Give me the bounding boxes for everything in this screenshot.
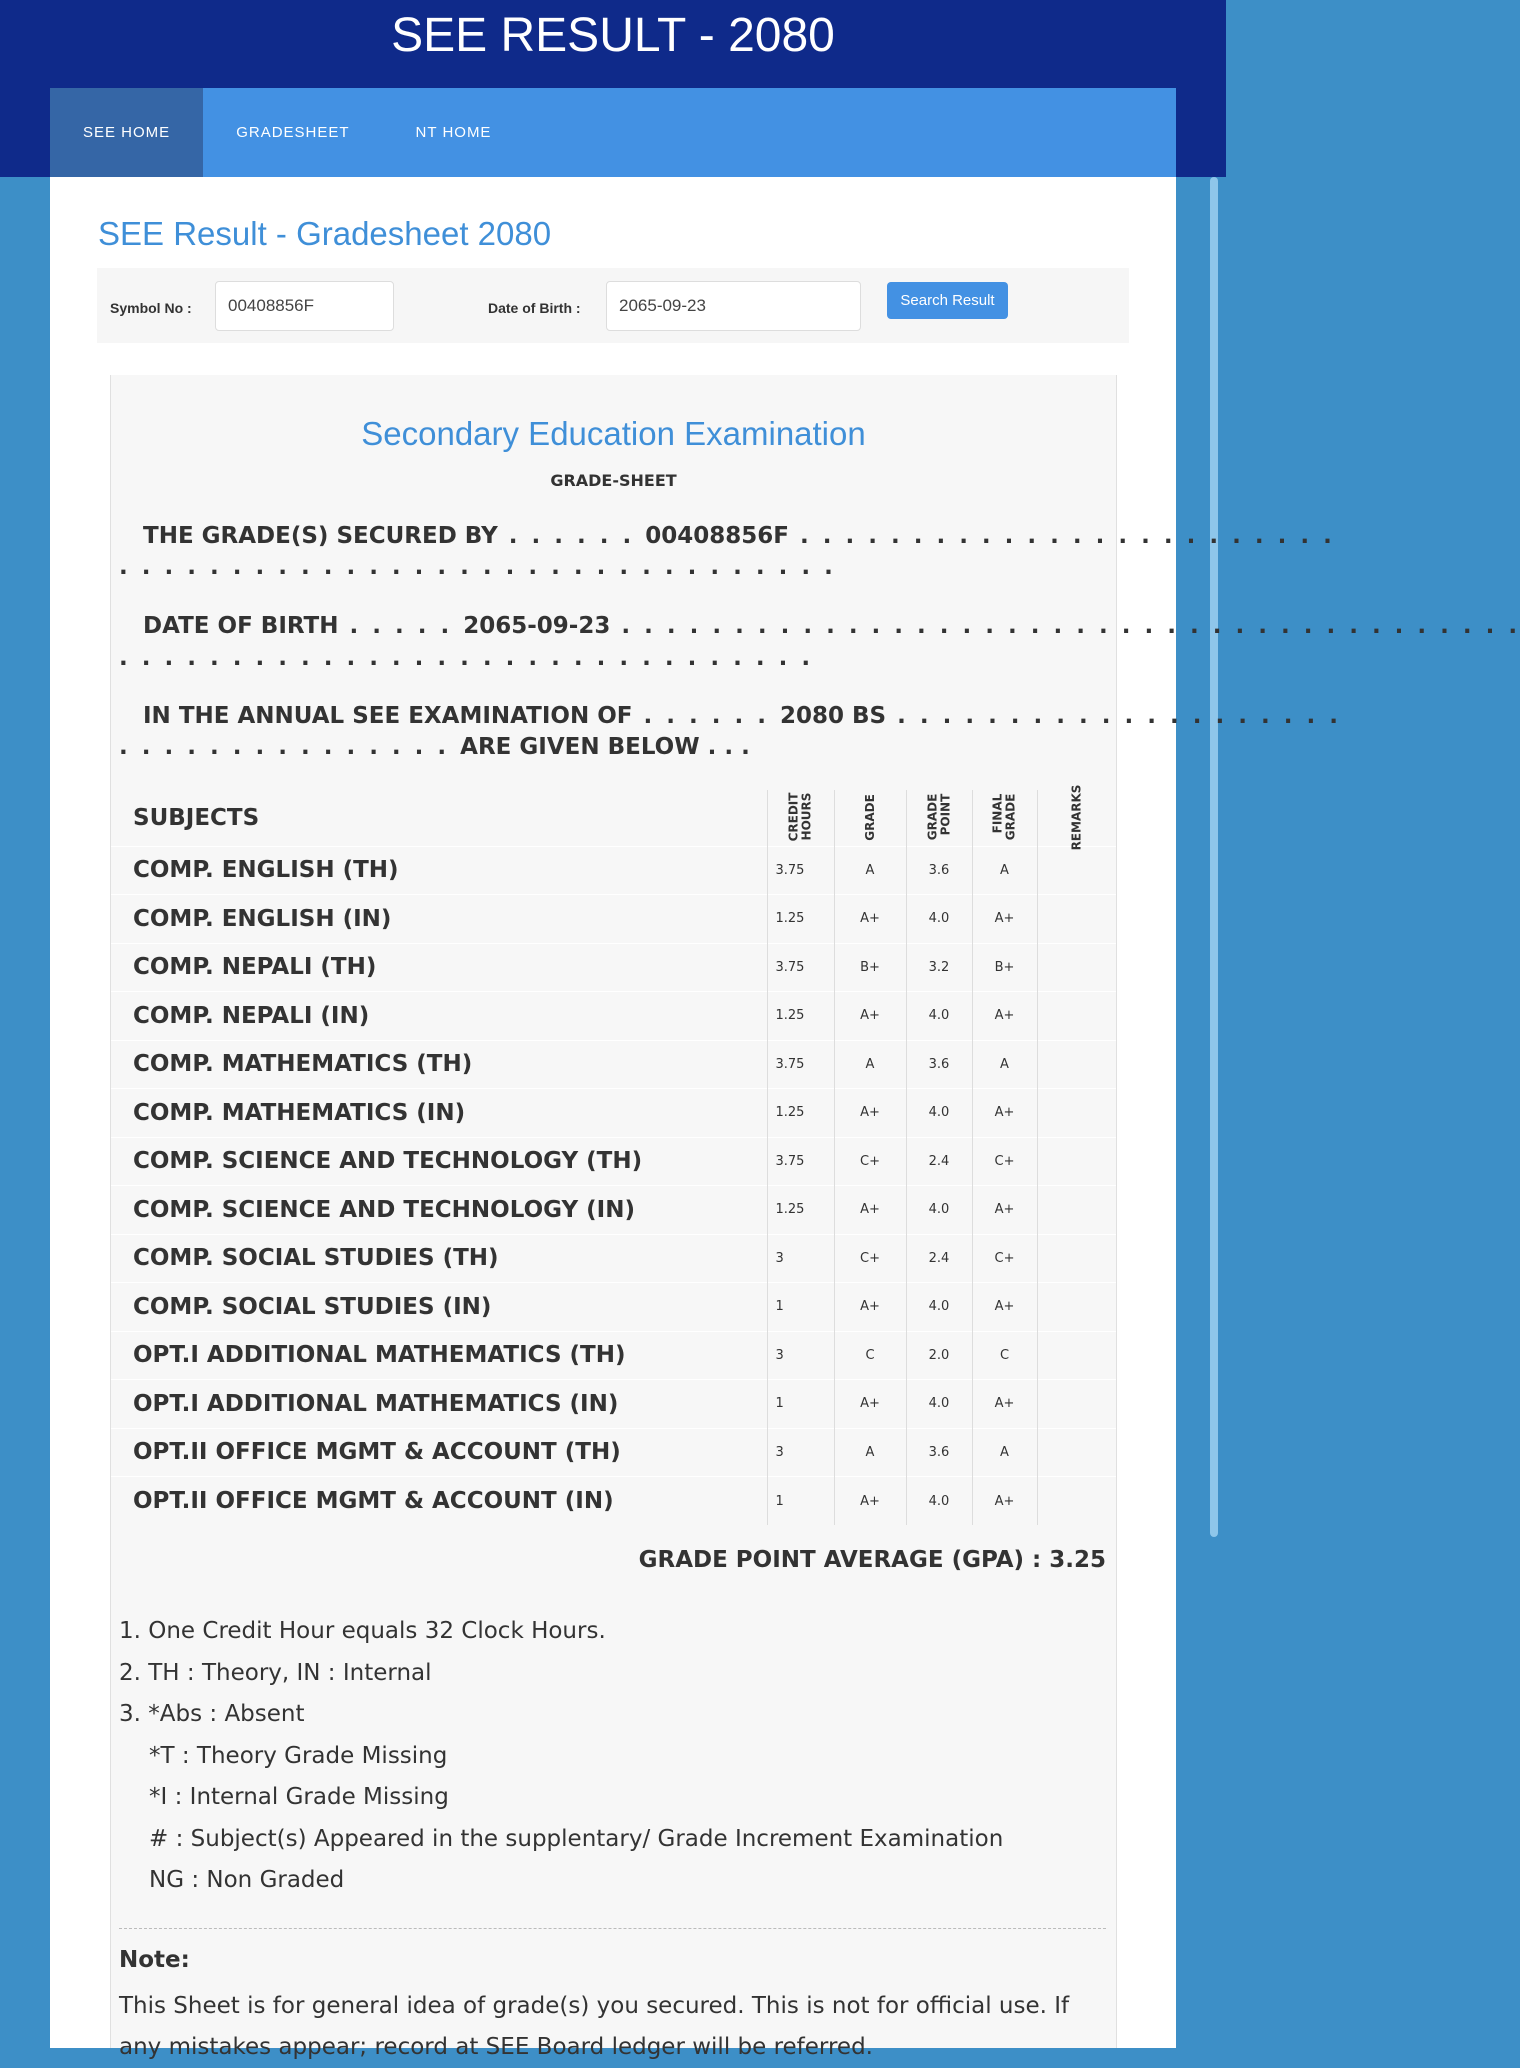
cell-grade-point: 4.0 bbox=[906, 1186, 972, 1235]
table-row bbox=[111, 1234, 1116, 1283]
notes-list bbox=[119, 1611, 1003, 1902]
cell-grade-point: 4.0 bbox=[906, 1380, 972, 1429]
cell-subject: COMP. MATHEMATICS (TH) bbox=[111, 1040, 767, 1089]
cell-grade: A+ bbox=[834, 1477, 906, 1526]
cell-grade-point: 3.6 bbox=[906, 846, 972, 895]
cell-credit-hours: 3.75 bbox=[767, 1040, 834, 1089]
cell-remarks bbox=[1037, 846, 1116, 895]
cell-final-grade: A+ bbox=[972, 1283, 1037, 1332]
cell-remarks bbox=[1037, 1040, 1116, 1089]
cell-subject: OPT.II OFFICE MGMT & ACCOUNT (TH) bbox=[111, 1428, 767, 1477]
cell-grade-point: 3.6 bbox=[906, 1428, 972, 1477]
col-credit-hours bbox=[767, 790, 834, 846]
cell-grade: C+ bbox=[834, 1137, 906, 1186]
search-result-button[interactable]: Search Result bbox=[887, 282, 1008, 319]
cell-subject: COMP. SCIENCE AND TECHNOLOGY (TH) bbox=[111, 1137, 767, 1186]
cell-credit-hours: 3.75 bbox=[767, 1137, 834, 1186]
secured-by-line: THE GRADE(S) SECURED BY . . . . . . 00408856F . . . . . . . . . . . . . . . . . . . . . . . . bbox=[143, 523, 1335, 549]
given-below-text: ARE GIVEN BELOW . . . bbox=[460, 734, 750, 760]
cell-credit-hours: 1 bbox=[767, 1477, 834, 1526]
cell-remarks bbox=[1037, 1089, 1116, 1138]
exam-line-label: IN THE ANNUAL SEE EXAMINATION OF bbox=[143, 703, 633, 729]
cell-credit-hours: 1.25 bbox=[767, 1089, 834, 1138]
note-item: 3. *Abs : Absent bbox=[119, 1701, 305, 1727]
note-heading: Note: bbox=[119, 1947, 190, 1973]
cell-credit-hours: 1.25 bbox=[767, 992, 834, 1041]
cell-final-grade: A+ bbox=[972, 1477, 1037, 1526]
cell-remarks bbox=[1037, 1234, 1116, 1283]
cell-final-grade: A+ bbox=[972, 992, 1037, 1041]
cell-grade: A+ bbox=[834, 1089, 906, 1138]
scrollbar[interactable] bbox=[1210, 177, 1218, 1537]
cell-grade: A+ bbox=[834, 1380, 906, 1429]
cell-grade: A bbox=[834, 1040, 906, 1089]
cell-subject: OPT.I ADDITIONAL MATHEMATICS (TH) bbox=[111, 1331, 767, 1380]
exam-heading: Secondary Education Examination bbox=[361, 415, 866, 452]
cell-subject: COMP. ENGLISH (TH) bbox=[111, 846, 767, 895]
cell-subject: COMP. NEPALI (TH) bbox=[111, 943, 767, 992]
grade-sheet bbox=[110, 375, 1520, 2060]
secured-by-label: THE GRADE(S) SECURED BY bbox=[143, 523, 498, 549]
page-title: SEE Result - Gradesheet 2080 bbox=[98, 215, 552, 252]
cell-grade-point: 4.0 bbox=[906, 1283, 972, 1332]
cell-remarks bbox=[1037, 1380, 1116, 1429]
cell-credit-hours: 1 bbox=[767, 1283, 834, 1332]
cell-remarks bbox=[1037, 1186, 1116, 1235]
table-row bbox=[111, 1186, 1116, 1235]
grade-sheet-subheading: GRADE-SHEET bbox=[550, 471, 677, 490]
cell-grade-point: 4.0 bbox=[906, 1089, 972, 1138]
dots-line: . . . . . . . . . . . . . . . . . . . . . . . . . . . . . . . . bbox=[119, 554, 836, 580]
note-text: This Sheet is for general idea of grade(s) you secured. This is not for official use. If any mistakes appear; record at SEE Board ledger will be referred. bbox=[119, 1993, 1070, 2060]
col-grade-point bbox=[906, 790, 972, 846]
col-grade-point-label: GRADE POINT bbox=[924, 793, 952, 841]
note-item: 2. TH : Theory, IN : Internal bbox=[119, 1659, 432, 1686]
cell-final-grade: A+ bbox=[972, 895, 1037, 944]
cell-subject: OPT.I ADDITIONAL MATHEMATICS (IN) bbox=[111, 1380, 767, 1429]
cell-remarks bbox=[1037, 943, 1116, 992]
cell-remarks bbox=[1037, 1283, 1116, 1332]
exam-line: IN THE ANNUAL SEE EXAMINATION OF . . . . . . 2080 BS . . . . . . . . . . . . . . . . . . . . bbox=[143, 703, 1341, 729]
col-remarks bbox=[1037, 784, 1116, 851]
cell-final-grade: C+ bbox=[972, 1234, 1037, 1283]
cell-final-grade: A+ bbox=[972, 1186, 1037, 1235]
cell-grade: C+ bbox=[834, 1234, 906, 1283]
nav-nt-home[interactable]: NT HOME bbox=[415, 124, 492, 141]
table-row bbox=[111, 1089, 1116, 1138]
cell-subject: COMP. NEPALI (IN) bbox=[111, 992, 767, 1041]
table-row bbox=[111, 1137, 1116, 1186]
table-row bbox=[111, 1380, 1116, 1429]
cell-remarks bbox=[1037, 1428, 1116, 1477]
cell-final-grade: A bbox=[972, 846, 1037, 895]
table-row bbox=[111, 943, 1116, 992]
cell-grade-point: 4.0 bbox=[906, 895, 972, 944]
dob-line-label: DATE OF BIRTH bbox=[143, 613, 339, 639]
dob-line: DATE OF BIRTH . . . . . 2065-09-23 . . . . . . . . . . . . . . . . . . . . . . . . . . . . . . . . . . . . . . . . bbox=[143, 613, 1520, 639]
cell-credit-hours: 3 bbox=[767, 1234, 834, 1283]
gpa: GRADE POINT AVERAGE (GPA) : 3.25 bbox=[638, 1547, 1106, 1573]
symbol-label: Symbol No : bbox=[110, 300, 192, 316]
cell-credit-hours: 1.25 bbox=[767, 1186, 834, 1235]
cell-credit-hours: 1 bbox=[767, 1380, 834, 1429]
cell-subject: COMP. SOCIAL STUDIES (IN) bbox=[111, 1283, 767, 1332]
col-grade-label: GRADE bbox=[862, 794, 877, 842]
cell-remarks bbox=[1037, 992, 1116, 1041]
cell-subject: OPT.II OFFICE MGMT & ACCOUNT (IN) bbox=[111, 1477, 767, 1526]
col-final-grade-label: FINAL GRADE bbox=[990, 793, 1018, 841]
table-row bbox=[111, 1040, 1116, 1089]
dob-line-value: 2065-09-23 bbox=[463, 613, 611, 639]
note-item: NG : Non Graded bbox=[149, 1867, 345, 1893]
grades-table bbox=[111, 784, 1116, 1525]
dob-input[interactable]: 2065-09-23 bbox=[606, 281, 861, 331]
cell-grade: A+ bbox=[834, 1186, 906, 1235]
exam-line-value: 2080 BS bbox=[779, 703, 887, 729]
cell-final-grade: B+ bbox=[972, 943, 1037, 992]
cell-grade: C bbox=[834, 1331, 906, 1380]
cell-grade-point: 3.6 bbox=[906, 1040, 972, 1089]
table-row bbox=[111, 895, 1116, 944]
cell-credit-hours: 3.75 bbox=[767, 943, 834, 992]
cell-grade: A bbox=[834, 1428, 906, 1477]
cell-grade-point: 2.4 bbox=[906, 1234, 972, 1283]
table-row bbox=[111, 1428, 1116, 1477]
cell-subject: COMP. MATHEMATICS (IN) bbox=[111, 1089, 767, 1138]
note-item: # : Subject(s) Appeared in the supplentary/ Grade Increment Examination bbox=[149, 1825, 1004, 1852]
col-grade bbox=[834, 790, 906, 846]
col-credit-hours-label: CREDIT HOURS bbox=[786, 792, 814, 842]
cell-final-grade: C bbox=[972, 1331, 1037, 1380]
dob-label: Date of Birth : bbox=[488, 300, 581, 316]
nav-gradesheet[interactable]: GRADESHEET bbox=[236, 124, 350, 141]
secured-by-value: 00408856F bbox=[645, 523, 789, 549]
cell-final-grade: A+ bbox=[972, 1089, 1037, 1138]
cell-credit-hours: 3 bbox=[767, 1331, 834, 1380]
table-row bbox=[111, 992, 1116, 1041]
note-item: *T : Theory Grade Missing bbox=[149, 1742, 448, 1769]
cell-grade-point: 2.0 bbox=[906, 1331, 972, 1380]
col-subjects: SUBJECTS bbox=[133, 804, 260, 831]
cell-final-grade: A+ bbox=[972, 1380, 1037, 1429]
main-nav bbox=[50, 88, 1176, 177]
cell-grade: A+ bbox=[834, 895, 906, 944]
cell-grade: B+ bbox=[834, 943, 906, 992]
cell-grade-point: 3.2 bbox=[906, 943, 972, 992]
cell-grade-point: 2.4 bbox=[906, 1137, 972, 1186]
cell-subject: COMP. SCIENCE AND TECHNOLOGY (IN) bbox=[111, 1186, 767, 1235]
cell-final-grade: A bbox=[972, 1428, 1037, 1477]
cell-final-grade: C+ bbox=[972, 1137, 1037, 1186]
table-row bbox=[111, 1283, 1116, 1332]
cell-grade-point: 4.0 bbox=[906, 992, 972, 1041]
divider bbox=[119, 1928, 1106, 1929]
site-title: SEE RESULT - 2080 bbox=[391, 9, 835, 62]
cell-credit-hours: 1.25 bbox=[767, 895, 834, 944]
cell-grade: A bbox=[834, 846, 906, 895]
dots-line: . . . . . . . . . . . . . . . . . . . . . . . . . . . . . . . bbox=[119, 645, 814, 671]
cell-remarks bbox=[1037, 895, 1116, 944]
col-final-grade bbox=[972, 790, 1037, 846]
table-row bbox=[111, 1331, 1116, 1380]
cell-remarks bbox=[1037, 1137, 1116, 1186]
cell-final-grade: A bbox=[972, 1040, 1037, 1089]
symbol-input[interactable]: 00408856F bbox=[215, 281, 394, 331]
cell-subject: COMP. ENGLISH (IN) bbox=[111, 895, 767, 944]
cell-grade-point: 4.0 bbox=[906, 1477, 972, 1526]
cell-grade: A+ bbox=[834, 992, 906, 1041]
note-item: *I : Internal Grade Missing bbox=[149, 1784, 449, 1810]
cell-credit-hours: 3 bbox=[767, 1428, 834, 1477]
note-item: 1. One Credit Hour equals 32 Clock Hours. bbox=[119, 1618, 606, 1644]
table-row bbox=[111, 846, 1116, 895]
cell-subject: COMP. SOCIAL STUDIES (TH) bbox=[111, 1234, 767, 1283]
nav-see-home[interactable]: SEE HOME bbox=[50, 88, 203, 177]
cell-grade: A+ bbox=[834, 1283, 906, 1332]
table-row bbox=[111, 1477, 1116, 1526]
table-header-row bbox=[111, 790, 1116, 846]
cell-remarks bbox=[1037, 1477, 1116, 1526]
col-remarks-label: REMARKS bbox=[1069, 784, 1084, 851]
exam-line-end: . . . . . . . . . . . . . . . ARE GIVEN BELOW . . . bbox=[119, 734, 750, 760]
cell-remarks bbox=[1037, 1331, 1116, 1380]
cell-credit-hours: 3.75 bbox=[767, 846, 834, 895]
